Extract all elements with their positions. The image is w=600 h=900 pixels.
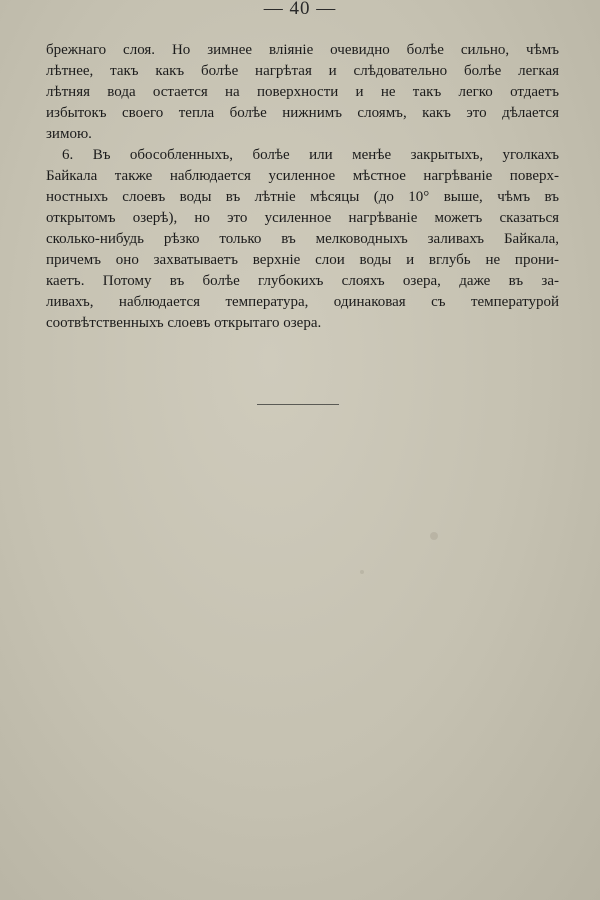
text-line: лѣтняя вода остается на поверхности и не такъ легко отдаетъ	[46, 84, 559, 100]
text-line: ностныхъ слоевъ воды въ лѣтніе мѣсяцы (до 10° выше, чѣмъ въ	[46, 189, 559, 205]
paragraph	[46, 40, 559, 145]
section-separator	[257, 404, 339, 405]
text-line: открытомъ озерѣ), но это усиленное нагрѣваніе можетъ сказаться	[46, 210, 559, 226]
text-line: лѣтнее, такъ какъ болѣе нагрѣтая и слѣдовательно болѣе легкая	[46, 63, 559, 79]
text-line: сколько-нибудь рѣзко только въ мелководныхъ заливахъ Байкала,	[46, 231, 559, 247]
text-line: каетъ. Потому въ болѣе глубокихъ слояхъ озера, даже въ за-	[46, 273, 559, 289]
paper-stain	[360, 570, 364, 574]
page-number: — 40 —	[263, 0, 337, 19]
text-line: ливахъ, наблюдается температура, одинаковая съ температурой	[46, 294, 559, 310]
paragraph	[46, 145, 559, 334]
paper-stain	[430, 532, 438, 540]
text-line: зимою.	[46, 126, 92, 142]
body-text	[46, 40, 559, 334]
text-line: избытокъ своего тепла болѣе нижнимъ слоямъ, какъ это дѣлается	[46, 105, 559, 121]
text-line: соотвѣтственныхъ слоевъ открытаго озера.	[46, 315, 322, 331]
text-line: брежнаго слоя. Но зимнее вліяніе очевидно болѣе сильно, чѣмъ	[46, 42, 559, 58]
text-line: Байкала также наблюдается усиленное мѣстное нагрѣваніе поверх-	[46, 168, 559, 184]
text-line: 6. Въ обособленныхъ, болѣе или менѣе закрытыхъ, уголкахъ	[62, 147, 559, 163]
text-line: причемъ оно захватываетъ верхніе слои воды и вглубь не прони-	[46, 252, 559, 268]
